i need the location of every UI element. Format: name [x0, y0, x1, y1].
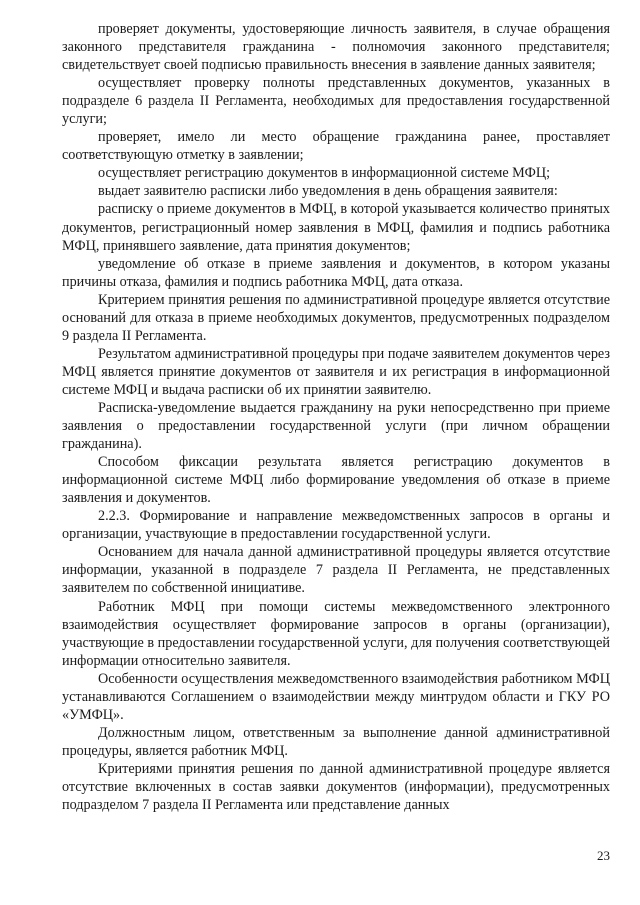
paragraph-verify-identity: проверяет документы, удостоверяющие личность заявителя, в случае обращения законного представителя гражданина - полномочия законного представителя; свидетельствует своей подписью правильность внесения в заявление данных заявителя;: [62, 21, 610, 74]
paragraph-procedure-basis: Основанием для начала данной административной процедуры является отсутствие информации, указанной в подразделе 7 раздела II Регламента, не представленных заявителем по собственной инициативе.: [62, 544, 610, 597]
paragraph-interagency-requests: Работник МФЦ при помощи системы межведомственного электронного взаимодействия осуществляет формирование запросов в органы (организации), участвующие в предоставлении государственной услуги, для получения соответствующей информации относительно заявителя.: [62, 598, 610, 669]
paragraph-receipt: расписку о приеме документов в МФЦ, в которой указывается количество принятых документов, регистрационный номер заявления в МФЦ, фамилия и подпись работника МФЦ, принявшего заявление, дата принятия документов;: [62, 201, 610, 254]
paragraph-responsible-person: Должностным лицом, ответственным за выполнение данной административной процедуры, является работник МФЦ.: [62, 724, 610, 759]
page-number: 23: [597, 848, 610, 863]
paragraph-receipt-handover: Расписка-уведомление выдается гражданину на руки непосредственно при приеме заявления о предоставлении государственной услуги (при личном обращении гражданина).: [62, 399, 610, 453]
section-heading-2-2-3: 2.2.3. Формирование и направление межведомственных запросов в органы и организации, участвующие в предоставлении государственной услуги.: [62, 508, 610, 543]
document-page: [62, 20, 610, 814]
paragraph-decision-criteria: Критериями принятия решения по данной административной процедуре является отсутствие включенных в состав заявки документов (информации), предусмотренных подразделом 7 раздела II Регламента или представление данных: [62, 760, 610, 814]
paragraph-check-completeness: осуществляет проверку полноты представленных документов, указанных в подразделе 6 раздела II Регламента, необходимых для предоставления государственной услуги;: [62, 75, 610, 128]
paragraph-check-prior-request: проверяет, имело ли место обращение гражданина ранее, проставляет соответствующую отметку в заявлении;: [62, 129, 610, 164]
paragraph-fixation-method: Способом фиксации результата является регистрацию документов в информационной системе МФЦ либо формирование уведомления об отказе в приеме заявления и документов.: [62, 454, 610, 507]
paragraph-procedure-result: Результатом административной процедуры при подаче заявителем документов через МФЦ является принятие документов от заявителя и их регистрация в информационной системе МФЦ и выдача расписки об их принятии заявителю.: [62, 345, 610, 398]
paragraph-issue-receipts: выдает заявителю расписки либо уведомления в день обращения заявителя:: [98, 183, 558, 200]
paragraph-register-documents: осуществляет регистрацию документов в информационной системе МФЦ;: [98, 165, 551, 182]
paragraph-interaction-features: Особенности осуществления межведомственного взаимодействия работником МФЦ устанавливаются Соглашением о взаимодействии между минтрудом области и ГКУ РО «УМФЦ».: [62, 670, 610, 723]
paragraph-decision-criterion: Критерием принятия решения по административной процедуре является отсутствие оснований для отказа в приеме необходимых документов, предусмотренных подразделом 9 раздела II Регламента.: [62, 291, 610, 344]
paragraph-refusal-notice: уведомление об отказе в приеме заявления и документов, в котором указаны причины отказа, фамилия и подпись работника МФЦ, дата отказа.: [62, 255, 610, 290]
